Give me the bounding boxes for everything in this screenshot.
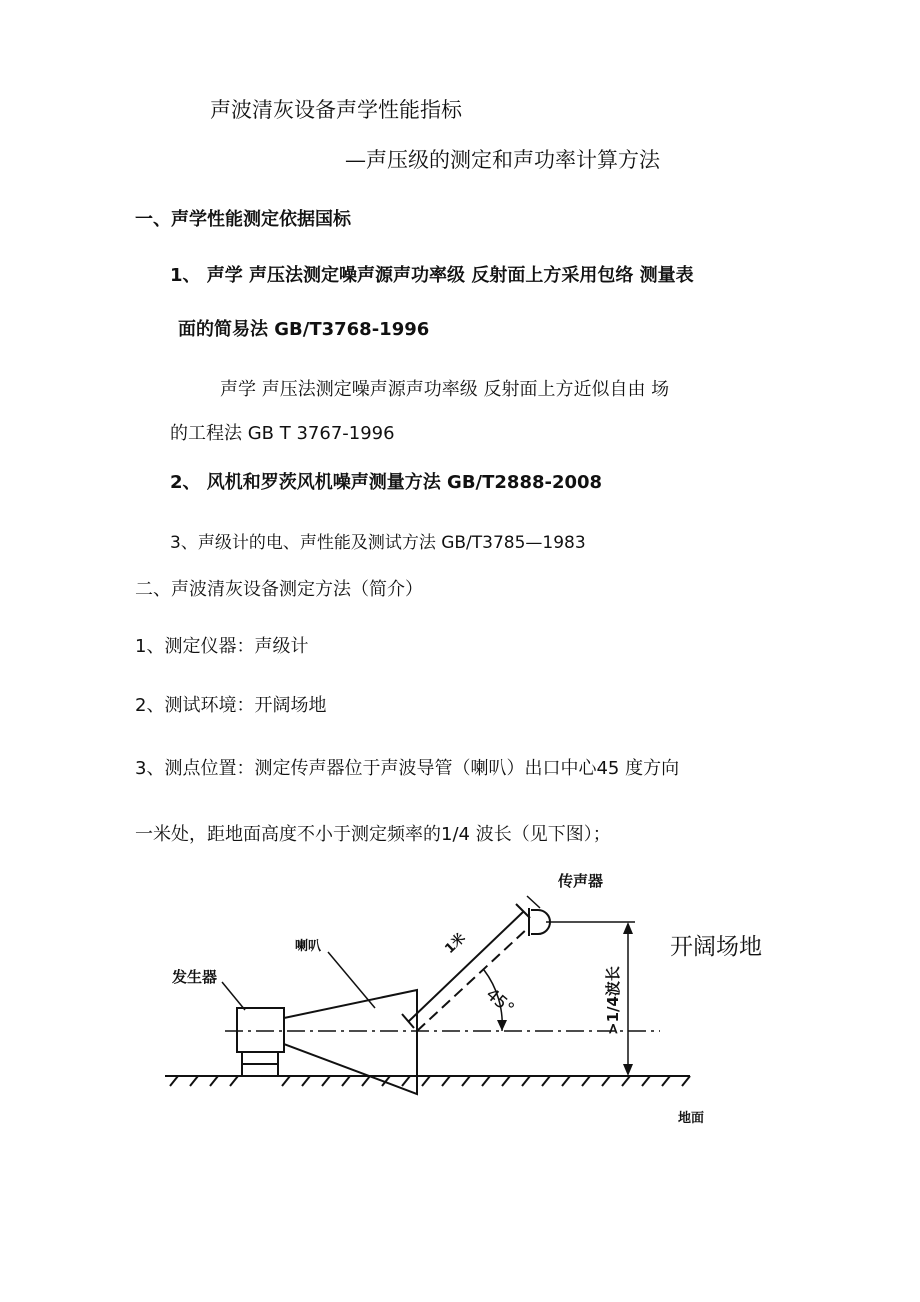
generator (237, 1008, 284, 1076)
method-environment: 2、测试环境：开阔场地 (135, 695, 327, 716)
generator-label: 发生器 (172, 968, 218, 986)
angle-arrowhead (497, 1020, 507, 1031)
method-position-line-1: 3、测点位置：测定传声器位于声波导管（喇叭）出口中心45 度方向 (135, 758, 680, 779)
height-arrow-bottom (623, 1064, 633, 1076)
standard-1-line-4: 的工程法 GB T 3767-1996 (170, 423, 395, 444)
method-instrument: 1、测定仪器：声级计 (135, 636, 309, 657)
ground-label: 地面 (678, 1111, 705, 1126)
section-1-heading: 一、声学性能测定依据国标 (135, 209, 351, 230)
microphone-label: 传声器 (558, 872, 604, 890)
standard-1-line-1: 1、 声学 声压法测定噪声源声功率级 反射面上方采用包络 测量表 (170, 265, 694, 286)
horn (284, 990, 417, 1094)
document-subtitle: —声压级的测定和声功率计算方法 (345, 148, 660, 172)
height-label: >1/4波长 (604, 966, 622, 1035)
measurement-diagram (150, 860, 770, 1140)
method-position-line-2: 一米处，距地面高度不小于测定频率的1/4 波长（见下图）； (135, 824, 611, 845)
generator-leader (222, 982, 245, 1010)
document-title: 声波清灰设备声学性能指标 (210, 98, 462, 122)
standard-2: 2、 风机和罗茨风机噪声测量方法 GB/T2888-2008 (170, 472, 603, 493)
standard-1-line-3: 声学 声压法测定噪声源声功率级 反射面上方近似自由 场 (220, 379, 670, 400)
section-2-heading: 二、声波清灰设备测定方法（简介） (135, 579, 423, 600)
standard-1-line-2: 面的简易法 GB/T3768-1996 (178, 319, 430, 340)
angle-dashed-line (417, 928, 528, 1031)
standard-3: 3、声级计的电、声性能及测试方法 GB/T3785—1983 (170, 533, 586, 553)
microphone-leader (527, 896, 540, 908)
angle-label: 45° (481, 984, 518, 1020)
distance-tick-near (402, 1014, 414, 1028)
distance-label: 1米 (442, 930, 469, 957)
height-arrow-top (623, 922, 633, 934)
open-field-label: 开阔场地 (670, 934, 762, 960)
horn-label: 喇叭 (295, 939, 322, 954)
ground (165, 1076, 690, 1086)
horn-leader (328, 952, 375, 1008)
